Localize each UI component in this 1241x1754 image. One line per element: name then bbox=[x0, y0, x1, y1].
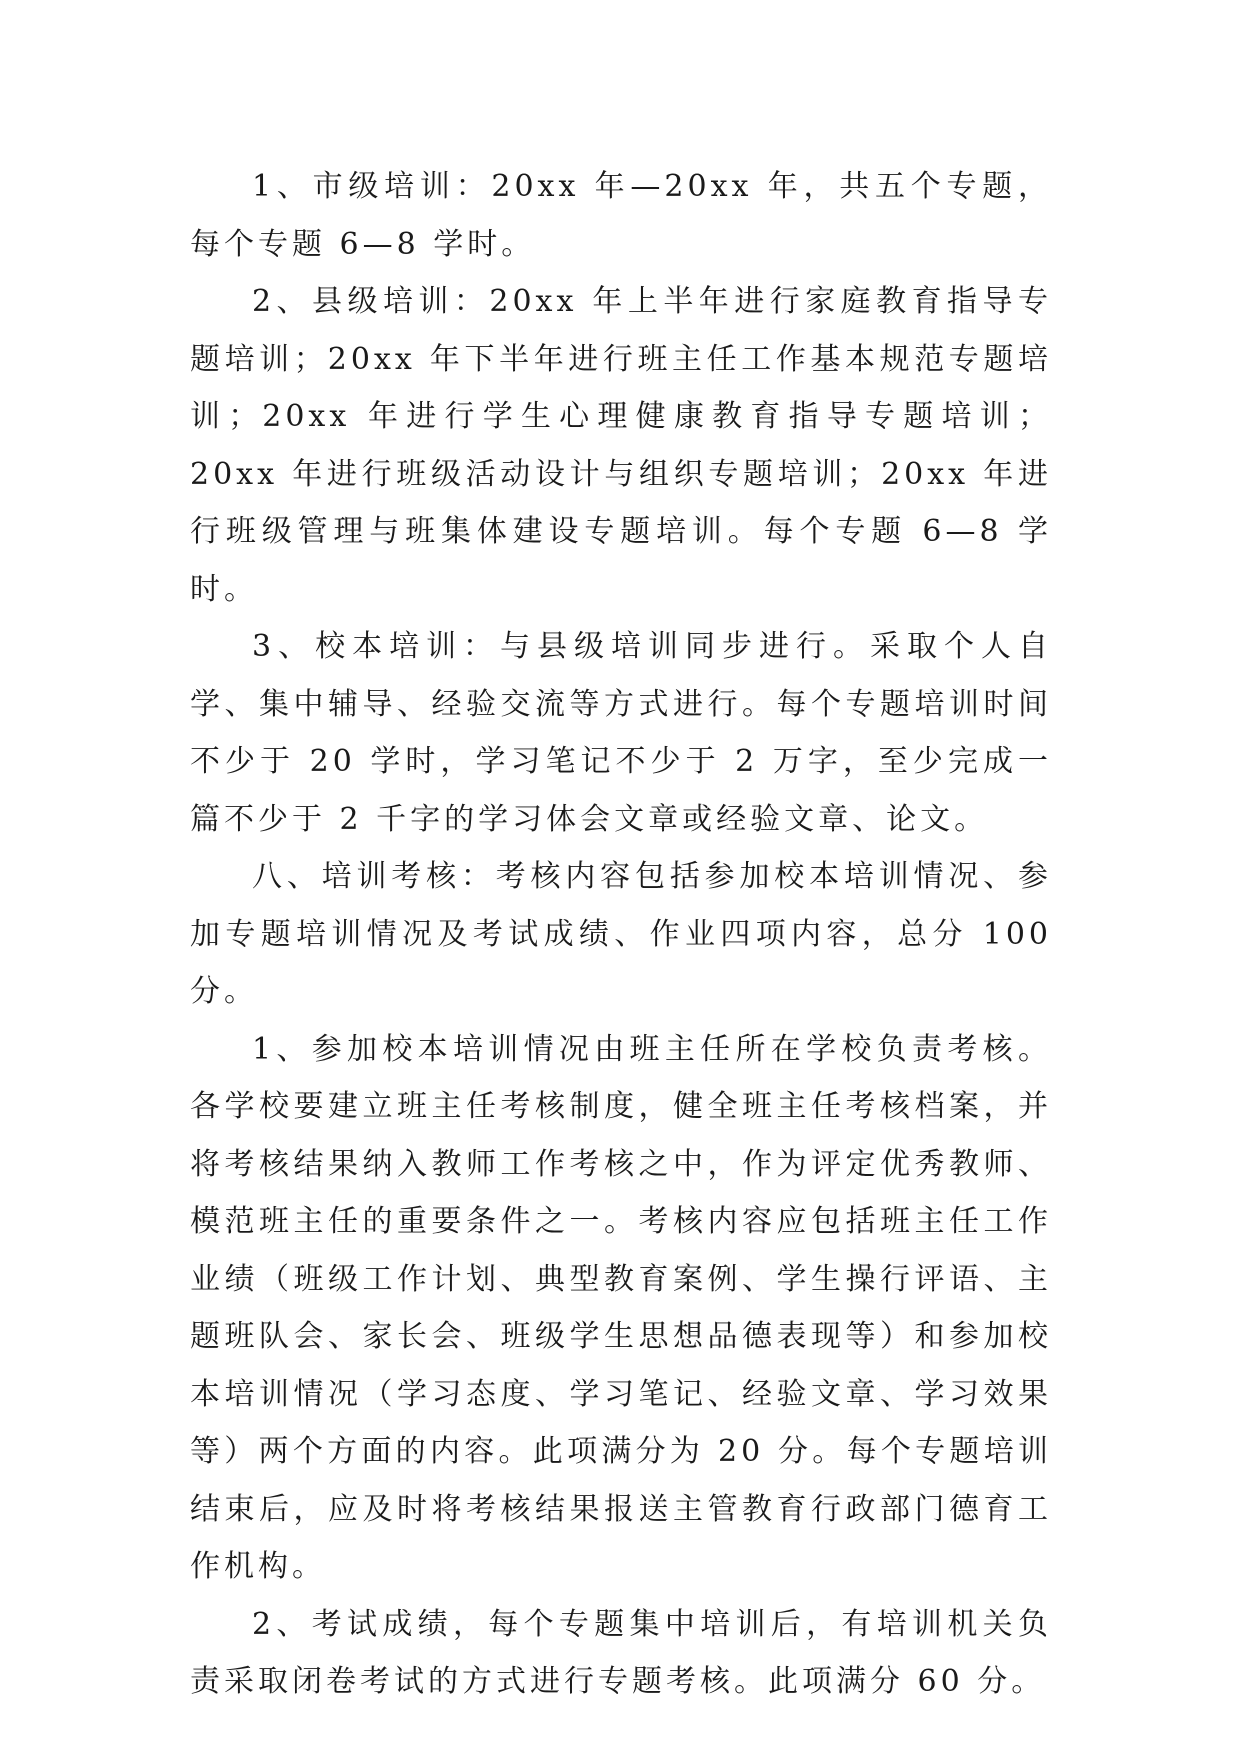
paragraph-exam-score: 2、考试成绩，每个专题集中培训后，有培训机关负责采取闭卷考试的方式进行专题考核。此项满分 60 分。 bbox=[190, 1606, 1052, 1699]
paragraph-county-training: 2、县级培训：20xx 年上半年进行家庭教育指导专题培训；20xx 年下半年进行班主任工作基本规范专题培训；20xx 年进行学生心理健康教育指导专题培训；20xx 年进行班级活动设计与组织专题培训；20xx 年进行班级管理与班集体建设专题培训。每个专题 6—8 学时。 bbox=[190, 284, 1052, 607]
document-body bbox=[190, 158, 1052, 1711]
paragraph-city-training: 1、市级培训：20xx 年—20xx 年，共五个专题，每个专题 6—8 学时。 bbox=[190, 169, 1052, 262]
paragraph-school-training: 3、校本培训：与县级培训同步进行。采取个人自学、集中辅导、经验交流等方式进行。每个专题培训时间不少于 20 学时，学习笔记不少于 2 万字，至少完成一篇不少于 2 千字的学习体会文章或经验文章、论文。 bbox=[190, 629, 1052, 837]
paragraph-training-assessment: 八、培训考核：考核内容包括参加校本培训情况、参加专题培训情况及考试成绩、作业四项内容，总分 100 分。 bbox=[190, 859, 1052, 1009]
paragraph-school-assessment: 1、参加校本培训情况由班主任所在学校负责考核。各学校要建立班主任考核制度，健全班主任考核档案，并将考核结果纳入教师工作考核之中，作为评定优秀教师、模范班主任的重要条件之一。考核内容应包括班主任工作业绩（班级工作计划、典型教育案例、学生操行评语、主题班队会、家长会、班级学生思想品德表现等）和参加校本培训情况（学习态度、学习笔记、经验文章、学习效果等）两个方面的内容。此项满分为 20 分。每个专题培训结束后，应及时将考核结果报送主管教育行政部门德育工作机构。 bbox=[190, 1031, 1052, 1584]
